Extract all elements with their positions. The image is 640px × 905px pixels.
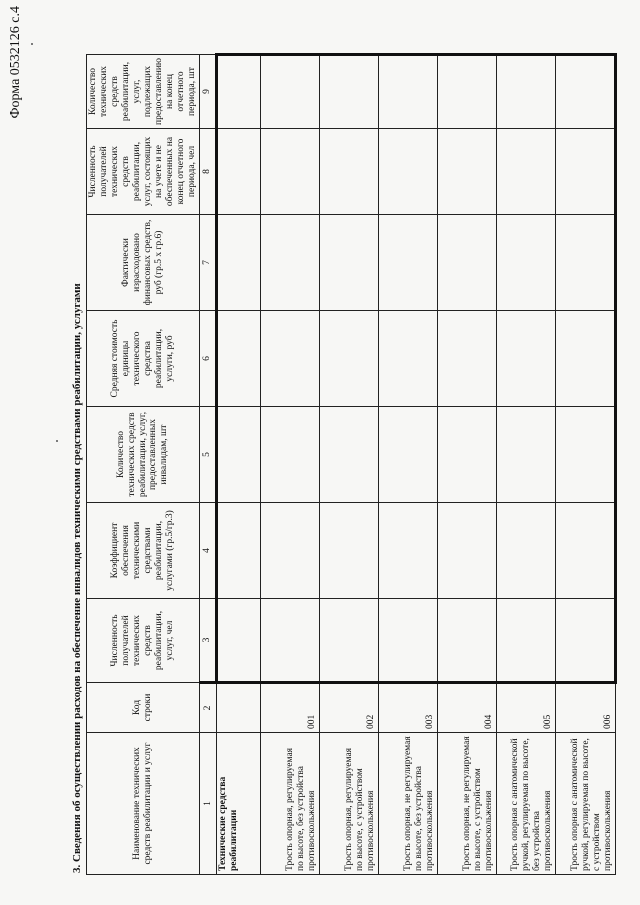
value-cell[interactable]	[497, 54, 556, 128]
table-row	[379, 54, 438, 874]
col-number: 3	[200, 599, 217, 683]
col-header-to-provide: Количество технических средств реабилитации, услуг, подлежащих предоставлению на конец отчетного периода, шт	[87, 54, 200, 128]
col-header-unserved: Численность получателей технических средств реабилитации, услуг, состоящих на учете и не обеспеченных на конец отчетного периода, чел	[87, 129, 200, 215]
col-number: 1	[200, 733, 217, 875]
row-code: 005	[497, 683, 556, 733]
value-cell[interactable]	[261, 215, 320, 311]
form-code: Форма 0532126 с.4	[8, 6, 23, 119]
col-number: 4	[200, 503, 217, 599]
row-code: 004	[438, 683, 497, 733]
value-cell[interactable]	[438, 407, 497, 503]
value-cell[interactable]	[556, 407, 616, 503]
row-name: Трость опорная с анатомической ручкой, регулируемая по высоте, без устройства противоскольжения	[497, 733, 556, 875]
value-cell[interactable]	[556, 54, 616, 128]
value-cell[interactable]	[261, 599, 320, 683]
value-cell[interactable]	[320, 599, 379, 683]
rotated-sheet	[5, 0, 635, 885]
value-cell[interactable]	[379, 599, 438, 683]
row-name: Трость опорная, не регулируемая по высоте, с устройством противоскольжения	[438, 733, 497, 875]
value-cell[interactable]	[320, 54, 379, 128]
table-row	[438, 54, 497, 874]
col-number: 7	[200, 215, 217, 311]
value-cell[interactable]	[379, 215, 438, 311]
value-cell[interactable]	[497, 503, 556, 599]
col-header-avg-cost: Средняя стоимость единицы технического средства реабилитации, услуги, руб	[87, 311, 200, 407]
row-name: Трость опорная, не регулируемая по высоте, без устройства противоскольжения	[379, 733, 438, 875]
column-number-row	[200, 54, 217, 874]
row-code: 003	[379, 683, 438, 733]
col-number: 8	[200, 129, 217, 215]
col-header-coefficient: Коэффициент обеспечения техническими средствами реабилитации, услугами (гр.5/гр.3)	[87, 503, 200, 599]
value-cell[interactable]	[320, 215, 379, 311]
value-cell[interactable]	[217, 503, 261, 599]
row-code: 002	[320, 683, 379, 733]
value-cell[interactable]	[217, 599, 261, 683]
col-number: 6	[200, 311, 217, 407]
value-cell[interactable]	[497, 215, 556, 311]
value-cell[interactable]	[217, 311, 261, 407]
value-cell[interactable]	[556, 129, 616, 215]
value-cell[interactable]	[497, 129, 556, 215]
value-cell[interactable]	[438, 311, 497, 407]
value-cell[interactable]	[320, 407, 379, 503]
section-title: 3. Сведения об осуществлении расходов на обеспечение инвалидов техническими средствами реабилитации, услугами	[71, 283, 83, 873]
value-cell[interactable]	[320, 129, 379, 215]
value-cell[interactable]	[379, 129, 438, 215]
value-cell[interactable]	[320, 311, 379, 407]
value-cell[interactable]	[497, 407, 556, 503]
row-code: 001	[261, 683, 320, 733]
value-cell[interactable]	[379, 311, 438, 407]
value-cell[interactable]	[261, 54, 320, 128]
value-cell[interactable]	[217, 215, 261, 311]
value-cell[interactable]	[379, 407, 438, 503]
value-cell[interactable]	[497, 311, 556, 407]
value-cell[interactable]	[379, 54, 438, 128]
value-cell[interactable]	[261, 311, 320, 407]
value-cell[interactable]	[261, 129, 320, 215]
row-name: Трость опорная с анатомической ручкой, регулируемая по высоте, с устройством противоскольжения	[556, 733, 616, 875]
value-cell[interactable]	[217, 54, 261, 128]
row-name: Трость опорная, регулируемая по высоте, с устройством противоскольжения	[320, 733, 379, 875]
table-row	[556, 54, 616, 874]
group-row	[217, 54, 261, 874]
col-number: 5	[200, 407, 217, 503]
value-cell[interactable]	[556, 215, 616, 311]
table-row	[261, 54, 320, 874]
value-cell[interactable]	[438, 54, 497, 128]
value-cell[interactable]	[438, 215, 497, 311]
group-label: Технические средства реабилитации	[217, 733, 261, 875]
col-header-quantity: Количество технических средств реабилитации, услуг, предоставленных инвалидам, шт	[87, 407, 200, 503]
value-cell[interactable]	[217, 129, 261, 215]
value-cell[interactable]	[438, 599, 497, 683]
rehab-expenses-table	[86, 53, 617, 875]
col-number: 9	[200, 54, 217, 128]
value-cell[interactable]	[261, 503, 320, 599]
value-cell[interactable]	[438, 503, 497, 599]
value-cell[interactable]	[556, 311, 616, 407]
value-cell[interactable]	[556, 503, 616, 599]
value-cell[interactable]	[556, 599, 616, 683]
col-header-code: Код строки	[87, 683, 200, 733]
table-row	[497, 54, 556, 874]
value-cell[interactable]	[497, 599, 556, 683]
value-cell[interactable]	[320, 503, 379, 599]
header-row	[87, 54, 200, 874]
value-cell[interactable]	[438, 129, 497, 215]
row-name: Трость опорная, регулируемая по высоте, без устройства противоскольжения	[261, 733, 320, 875]
code-cell	[217, 683, 261, 733]
table-row	[320, 54, 379, 874]
col-header-recipients: Численность получателей технических средств реабилитации, услуг, чел	[87, 599, 200, 683]
col-number: 2	[200, 683, 217, 733]
col-header-actual-spent: Фактически израсходовано финансовых средств, руб (гр.5 х гр.6)	[87, 215, 200, 311]
value-cell[interactable]	[217, 407, 261, 503]
row-code: 006	[556, 683, 616, 733]
col-header-name: Наименование технических средств реабилитации и услуг	[87, 733, 200, 875]
value-cell[interactable]	[379, 503, 438, 599]
value-cell[interactable]	[261, 407, 320, 503]
